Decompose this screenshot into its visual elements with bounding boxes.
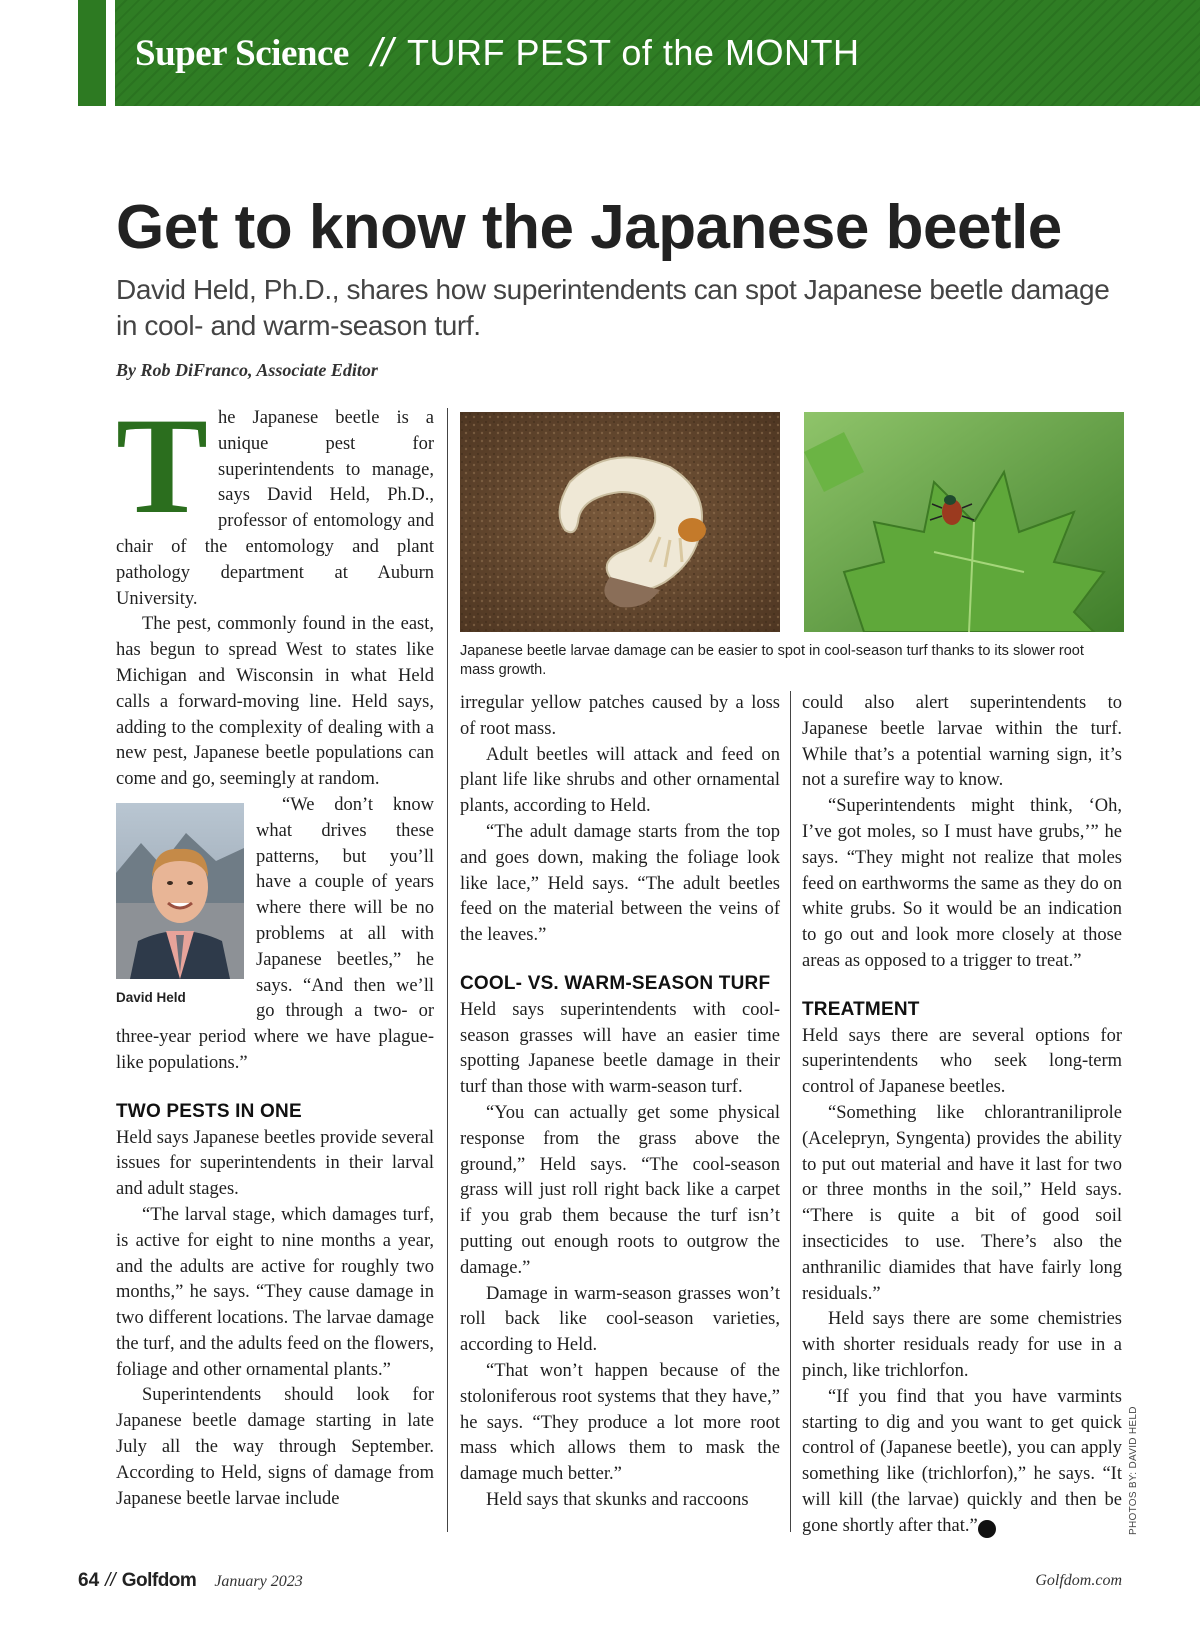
issue-date: January 2023 — [214, 1573, 303, 1590]
paragraph: The pest, commonly found in the east, has begun to spread West to states like Michigan and Wisconsin in what Held calls a forward-moving line. Held says, adding to the complexity of dealing with a new pest, Japanese beetle populations can come and go, seemingly at random. — [116, 614, 434, 790]
paragraph: irregular yellow patches caused by a loss of root mass. — [460, 693, 780, 739]
paragraph: Held says that skunks and raccoons — [486, 1489, 749, 1510]
paragraph: “You can actually get some physical response from the grass above the ground,” Held says. “The cool-season grass will just roll right back like a carpet if you grab them because the turf isn’t putting out enough roots to outgrow the damage.” — [460, 1102, 780, 1278]
article-column-1 — [116, 389, 434, 1512]
section-header-band — [115, 0, 1200, 106]
column-divider — [447, 408, 448, 1532]
end-mark-icon: G — [978, 1520, 996, 1538]
paragraph: “The adult damage starts from the top and goes down, making the foliage look like lace,” Held says. “The adult beetles feed on the material between the veins of the leaves.” — [460, 821, 780, 946]
section-heading: COOL- VS. WARM-SEASON TURF — [460, 972, 771, 994]
portrait-caption: David Held — [116, 989, 186, 1005]
paragraph: Adult beetles will attack and feed on plant life like shrubs and other ornamental plants, according to Held. — [460, 744, 780, 817]
header-accent-tab — [78, 0, 106, 106]
magazine-url: Golfdom.com — [1035, 1572, 1122, 1589]
section-heading: TWO PESTS IN ONE — [116, 1100, 302, 1122]
portrait-photo — [116, 803, 244, 979]
section-topic: TURF PEST of the MONTH — [407, 32, 860, 73]
magazine-name: Golfdom — [121, 1570, 197, 1591]
paragraph: The Japanese beetle is a unique pest for superintendents to manage, says David Held, Ph.D., professor of entomology and chair of the entomology and plant pathology department at Auburn University. — [116, 389, 434, 609]
paragraph: “The larval stage, which damages turf, is active for eight to nine months a year, and the adults are active for roughly two months,” he says. “They cause damage in two different locations. The larvae damage the turf, and the adults feed on the flowers, foliage and other ornamental plants.” — [116, 1204, 434, 1380]
paragraph: Superintendents should look for Japanese beetle damage starting in late July all the way through September. According to Held, signs of damage from Japanese beetle larvae include — [116, 1385, 434, 1509]
photo-credit: PHOTOS BY: DAVID HELD — [1128, 1406, 1139, 1535]
article-column-2 — [460, 691, 780, 1514]
header-separator: // — [370, 30, 394, 75]
footer-separator: // — [105, 1570, 116, 1591]
paragraph: “We don’t know what drives these patterns, but you’ll have a couple of years where there will be no problems at all with Japanese beetles,” he says. “And then we’ll go through a two- or three-year period where we have plague-like populations.” — [116, 794, 434, 1073]
paragraph: Held says superintendents with cool-season grasses will have an easier time spotting Japanese beetle damage in their turf than those with warm-season turf. — [460, 999, 780, 1098]
paragraph: Held says Japanese beetles provide several issues for superintendents in their larval and adult stages. — [116, 1127, 434, 1200]
article-headline: Get to know the Japanese beetle — [116, 193, 1062, 262]
beetle-on-leaf-photo — [804, 412, 1124, 632]
paragraph: Damage in warm-season grasses won’t roll back like cool-season varieties, according to Held. — [460, 1283, 780, 1356]
paragraph: could also alert superintendents to Japanese beetle larvae within the turf. While that’s a potential warning sign, it’s not a surefire way to know. — [802, 693, 1122, 791]
paragraph: “Something like chlorantraniliprole (Acelepryn, Syngenta) provides the ability to put out material and have it last for two or three months in the soil,” Held says. “There is quite a bit of good soil insecticides to use. There’s also the anthranilic diamides that have fairly long residuals.” — [802, 1102, 1122, 1304]
article-column-3 — [802, 691, 1122, 1540]
paragraph: “That won’t happen because of the stoloniferous root systems that they have,” he says. “They produce a lot more root mass which allows them to mask the damage much better.” — [460, 1360, 780, 1485]
article-subhead: David Held, Ph.D., shares how superintendents can spot Japanese beetle damage in cool- and warm-season turf. — [116, 274, 1110, 341]
section-name: Super Science — [135, 32, 349, 74]
column-divider — [790, 691, 791, 1532]
portrait-figure — [116, 803, 244, 1011]
photo-caption: Japanese beetle larvae damage can be easier to spot in cool-season turf thanks to its slower root mass growth. — [460, 643, 1084, 678]
grub-photo — [460, 412, 780, 632]
paragraph: “Superintendents might think, ‘Oh, I’ve got moles, so I must have grubs,’” he says. “They might not realize that moles feed on earthworms the same as they do on white grubs. So it would be an indication to go out and look more closely at those areas as opposed to a trigger to treat.” — [802, 796, 1122, 971]
paragraph: Held says there are some chemistries with shorter residuals ready for use in a pinch, like trichlorfon. — [802, 1309, 1122, 1381]
page-number: 64 — [78, 1570, 100, 1591]
article-byline: By Rob DiFranco, Associate Editor — [116, 360, 378, 380]
drop-cap: T — [116, 389, 209, 542]
section-heading: TREATMENT — [802, 998, 920, 1020]
paragraph: Held says there are several options for superintendents who seek long-term control of Japanese beetles. — [802, 1025, 1122, 1098]
paragraph: “If you find that you have varmints starting to dig and you want to get quick control of (Japanese beetle), you can apply something like (trichlorfon),” he says. “It will kill (the larvae) quickly and then be gone shortly after that.” G — [802, 1386, 1122, 1536]
page-footer — [78, 1570, 303, 1592]
